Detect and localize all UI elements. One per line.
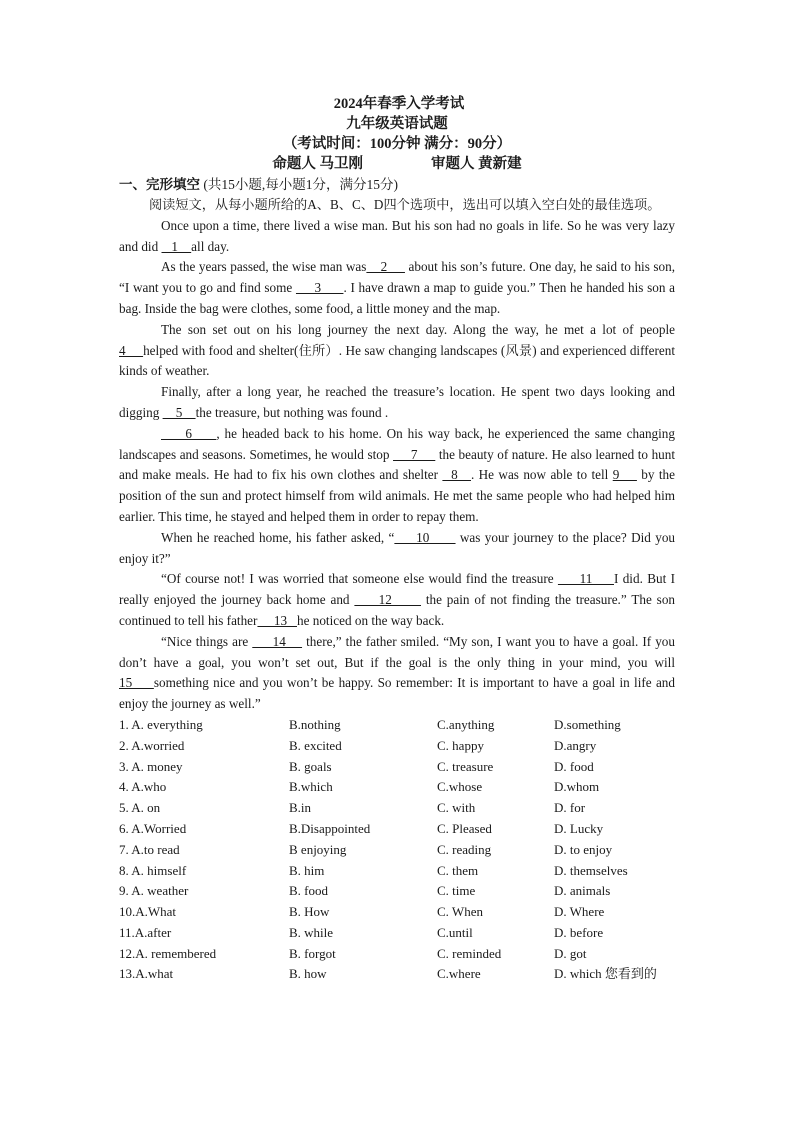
option-choice: 2. A.worried xyxy=(119,737,185,753)
option-choice: 7. A.to read xyxy=(119,841,180,857)
options-list xyxy=(119,715,675,985)
passage-text: I did. But I really enjoyed the journey back home and xyxy=(119,571,675,608)
option-choice: B.in xyxy=(289,800,312,816)
option-choice: D. for xyxy=(554,800,586,816)
option-choice: 1. A. everything xyxy=(119,716,203,732)
option-row xyxy=(119,861,675,882)
option-choice: B. how xyxy=(289,966,327,982)
option-choice: D.something xyxy=(554,716,621,732)
paragraph xyxy=(119,320,675,382)
blank: 12 xyxy=(354,592,421,608)
exam-title: 2024年春季入学考试 xyxy=(333,96,465,112)
passage-text: When he reached home, his father asked, “ xyxy=(161,529,395,545)
option-choice: D. animals xyxy=(554,883,611,899)
option-row xyxy=(119,777,675,798)
option-choice: B enjoying xyxy=(289,841,347,857)
blank: 13 xyxy=(257,612,297,628)
author: 命题人 马卫刚 xyxy=(272,156,363,172)
blank: 8 xyxy=(442,467,471,483)
blank: 3 xyxy=(295,280,344,296)
passage-text: all day. xyxy=(191,238,230,254)
passage-text: the treasure, but nothing was found . xyxy=(195,404,389,420)
passage-text: the beauty of nature. He also learned to hunt and make meals. He had to fix his own clothes and shelter xyxy=(119,446,676,483)
option-choice: D. to enjoy xyxy=(554,841,613,857)
option-choice: 5. A. on xyxy=(119,800,161,816)
option-row xyxy=(119,964,675,985)
section-info: (共15小题,每小题1分，满分15分) xyxy=(203,177,398,192)
option-choice: 13.A.what xyxy=(119,966,174,982)
passage-text: the pain of not finding the treasure.” The son continued to tell his father xyxy=(119,592,676,628)
option-choice: 8. A. himself xyxy=(119,862,187,878)
option-choice: D.whom xyxy=(554,779,600,795)
option-row xyxy=(119,944,675,965)
authors-line xyxy=(119,154,675,174)
option-choice: D. Where xyxy=(554,904,605,920)
option-choice: B. while xyxy=(289,924,334,940)
option-choice: D.angry xyxy=(554,737,597,753)
passage-text: . I have drawn a map to guide you.” Then he handed his son a bag. Inside the bag were clothes, some food, a little money and the map. xyxy=(119,280,675,316)
option-choice: C. treasure xyxy=(437,758,494,774)
blank: 5 xyxy=(162,404,196,420)
option-choice: C. with xyxy=(437,800,476,816)
passage-text: was your journey to the place? Did you enjoy it?” xyxy=(119,529,676,566)
paragraph xyxy=(119,569,675,631)
option-choice: D. which 您看到的 xyxy=(554,966,657,982)
option-choice: C. happy xyxy=(437,737,484,753)
option-choice: B. goals xyxy=(289,758,332,774)
option-row xyxy=(119,881,675,902)
option-row xyxy=(119,902,675,923)
blank: 11 xyxy=(557,571,614,587)
option-choice: C. time xyxy=(437,883,476,899)
option-choice: D. before xyxy=(554,924,604,940)
option-row xyxy=(119,819,675,840)
option-row xyxy=(119,715,675,736)
option-choice: C. reminded xyxy=(437,945,502,961)
option-choice: C.whose xyxy=(437,779,483,795)
option-choice: C. them xyxy=(437,862,479,878)
option-choice: C.anything xyxy=(437,716,495,732)
option-choice: D. food xyxy=(554,758,594,774)
exam-page xyxy=(119,94,675,985)
option-choice: 11.A.after xyxy=(119,924,172,940)
passage-text: As the years passed, the wise man was xyxy=(161,259,367,275)
option-choice: D. Lucky xyxy=(554,820,604,836)
option-choice: C.until xyxy=(437,924,473,940)
passage-text: about his son’s future. One day, he said to his son, “I want you to go and find some xyxy=(119,259,675,296)
option-choice: 6. A.Worried xyxy=(119,820,187,836)
paragraph xyxy=(119,528,675,570)
option-choice: B.Disappointed xyxy=(289,820,371,836)
passage-text: something nice and you won’t be happy. So remember: It is important to have a goal in life and enjoy the journey as well.” xyxy=(119,675,675,712)
option-choice: B. How xyxy=(289,904,330,920)
exam-subtitle: 九年级英语试题 xyxy=(346,116,448,132)
blank: 2 xyxy=(366,259,405,275)
paragraph xyxy=(119,424,675,528)
option-row xyxy=(119,736,675,757)
option-choice: 12.A. remembered xyxy=(119,945,217,961)
option-row xyxy=(119,840,675,861)
blank: 10 xyxy=(394,529,456,545)
option-choice: D. got xyxy=(554,945,587,961)
passage-text: Finally, after a long year, he reached the treasure’s location. He spent two days looking and digging xyxy=(119,384,675,420)
passage-text: helped with food and shelter(住所）. He saw changing landscapes (风景) and experienced different kinds of weather. xyxy=(119,342,676,379)
passage-text: Once upon a time, there lived a wise man. But his son had no goals in life. So he was very lazy and did xyxy=(119,217,675,254)
instructions: 阅读短文，从每小题所给的A、B、C、D四个选项中，选出可以填入空白处的最佳选项。 xyxy=(149,197,661,212)
blank: 15 xyxy=(119,675,154,691)
option-choice: B. excited xyxy=(289,737,342,753)
blank: 14 xyxy=(252,633,303,649)
option-choice: B.nothing xyxy=(289,716,341,732)
option-choice: 3. A. money xyxy=(119,758,183,774)
option-choice: D. themselves xyxy=(554,862,628,878)
option-choice: 4. A.who xyxy=(119,779,167,795)
passage-text: , he headed back to his home. On his way back, he experienced the same changing landscapes and seasons. Sometimes, he would stop xyxy=(119,425,675,462)
option-choice: B. him xyxy=(289,862,325,878)
option-choice: C. reading xyxy=(437,841,492,857)
option-choice: B.which xyxy=(289,779,333,795)
paragraph xyxy=(119,216,675,258)
blank: 7 xyxy=(393,446,436,462)
reviewer: 审题人 黄新建 xyxy=(431,156,522,172)
paragraph xyxy=(119,632,675,715)
passage-text: there,” the father smiled. “My son, I want you to have a goal. If you don’t have a goal, you won’t set out, But if the goal is the only thing in your mind, you will xyxy=(119,633,675,670)
blank: 1 xyxy=(161,238,192,254)
exam-time-info: （考试时间：100分钟 满分：90分） xyxy=(282,136,512,152)
passage-text: by the position of the sun and protect himself from wild animals. He met the same people who had helped him earlier. This time, he stayed and helped them in order to repay them. xyxy=(119,467,675,524)
option-row xyxy=(119,923,675,944)
section-heading xyxy=(119,175,675,195)
passage-text: The son set out on his long journey the next day. Along the way, he met a lot of people xyxy=(161,321,675,337)
blank: 9 xyxy=(612,467,637,483)
option-choice: C.where xyxy=(437,966,481,982)
paragraph xyxy=(119,382,675,424)
passage-text: “Of course not! I was worried that someone else would find the treasure xyxy=(161,571,558,587)
option-choice: C. When xyxy=(437,904,483,920)
passage-text: he noticed on the way back. xyxy=(297,612,445,628)
blank: 6 xyxy=(161,425,217,441)
passage-text: “Nice things are xyxy=(161,633,253,649)
option-row xyxy=(119,757,675,778)
section-title: 一、完形填空 xyxy=(119,177,200,192)
option-choice: 9. A. weather xyxy=(119,883,189,899)
option-row xyxy=(119,798,675,819)
blank: 4 xyxy=(119,342,144,358)
paragraph xyxy=(119,257,675,319)
option-choice: B. food xyxy=(289,883,328,899)
option-choice: B. forgot xyxy=(289,945,336,961)
passage-text: . He was now able to tell xyxy=(470,467,613,483)
option-choice: C. Pleased xyxy=(437,820,492,836)
option-choice: 10.A.What xyxy=(119,904,177,920)
